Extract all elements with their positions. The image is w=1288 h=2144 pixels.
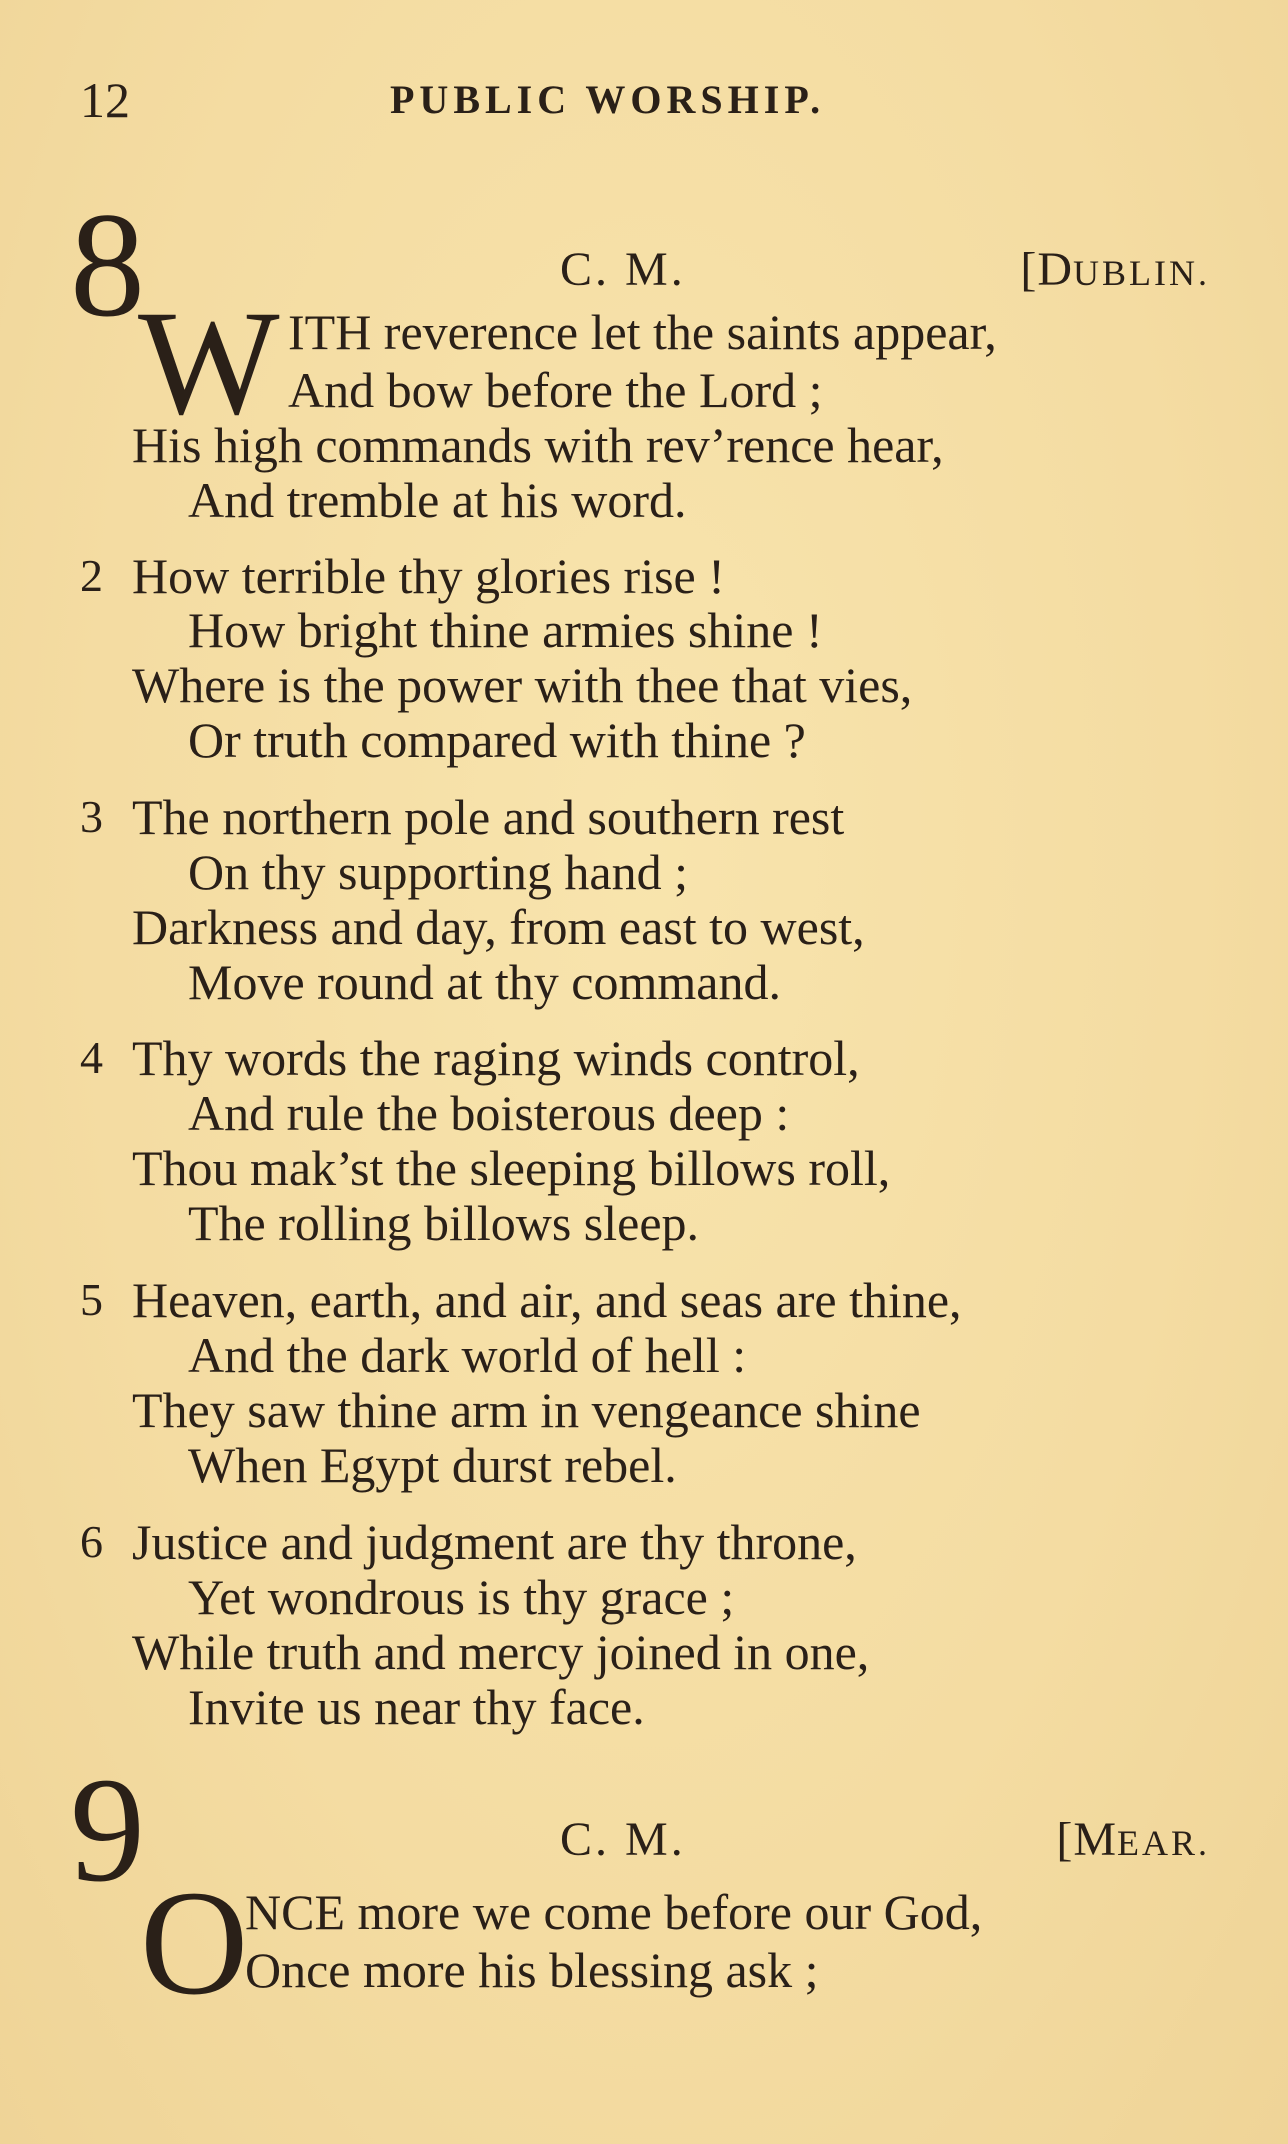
hymn-line: Darkness and day, from east to west, bbox=[132, 899, 865, 955]
hymn-8 bbox=[70, 182, 1210, 1750]
hymn-meter: C. M. bbox=[560, 243, 686, 296]
running-title: PUBLIC WORSHIP. bbox=[390, 77, 826, 122]
hymn-line: The northern pole and southern rest bbox=[132, 789, 845, 845]
hymn-line: How bright thine armies shine ! bbox=[188, 602, 823, 658]
hymn-line: And tremble at his word. bbox=[188, 472, 687, 528]
hymn-line: While truth and mercy joined in one, bbox=[132, 1624, 870, 1680]
hymn-number: 8 bbox=[70, 182, 145, 348]
verse-number: 5 bbox=[80, 1274, 103, 1325]
hymn-line: On thy supporting hand ; bbox=[188, 844, 688, 900]
verse-number: 3 bbox=[80, 791, 103, 842]
hymn-line: Invite us near thy face. bbox=[188, 1679, 645, 1735]
hymn-line: Move round at thy command. bbox=[188, 954, 781, 1010]
hymn-line: Justice and judgment are thy throne, bbox=[132, 1514, 857, 1570]
hymn-line: His high commands with rev’rence hear, bbox=[132, 417, 944, 473]
hymn-tune: [DUBLIN. bbox=[1020, 243, 1210, 296]
hymn-line: And the dark world of hell : bbox=[188, 1327, 747, 1383]
hymn-line: The rolling billows sleep. bbox=[188, 1195, 700, 1251]
hymn-line: And bow before the Lord ; bbox=[288, 362, 823, 418]
hymn-meter: C. M. bbox=[560, 1813, 686, 1866]
hymn-line: And rule the boisterous deep : bbox=[188, 1085, 790, 1141]
hymn-line: Once more his blessing ask ; bbox=[245, 1942, 819, 1998]
drop-cap: O bbox=[140, 1860, 249, 2026]
hymn-line: Yet wondrous is thy grace ; bbox=[188, 1569, 735, 1625]
hymn-line: ITH reverence let the saints appear, bbox=[288, 304, 997, 360]
hymn-line: How terrible thy glories rise ! bbox=[132, 548, 725, 604]
verse-number: 6 bbox=[80, 1516, 103, 1567]
hymn-tune: [MEAR. bbox=[1056, 1813, 1210, 1866]
hymn-9 bbox=[70, 1747, 1210, 2026]
drop-cap: W bbox=[138, 280, 280, 446]
verse-number: 4 bbox=[80, 1032, 103, 1083]
hymn-number: 9 bbox=[70, 1747, 145, 1913]
hymn-line: Thy words the raging winds control, bbox=[132, 1030, 860, 1086]
hymn-line: When Egypt durst rebel. bbox=[188, 1437, 677, 1493]
page-number: 12 bbox=[80, 72, 130, 128]
hymn-line: Where is the power with thee that vies, bbox=[132, 657, 913, 713]
hymn-line: They saw thine arm in vengeance shine bbox=[132, 1382, 921, 1438]
hymn-line: Thou mak’st the sleeping billows roll, bbox=[132, 1140, 891, 1196]
verse-number: 2 bbox=[80, 550, 103, 601]
hymn-line: Or truth compared with thine ? bbox=[188, 712, 806, 768]
hymn-line: NCE more we come before our God, bbox=[245, 1884, 983, 1940]
running-head bbox=[80, 70, 1200, 130]
hymn-line: Heaven, earth, and air, and seas are thine, bbox=[132, 1272, 962, 1328]
